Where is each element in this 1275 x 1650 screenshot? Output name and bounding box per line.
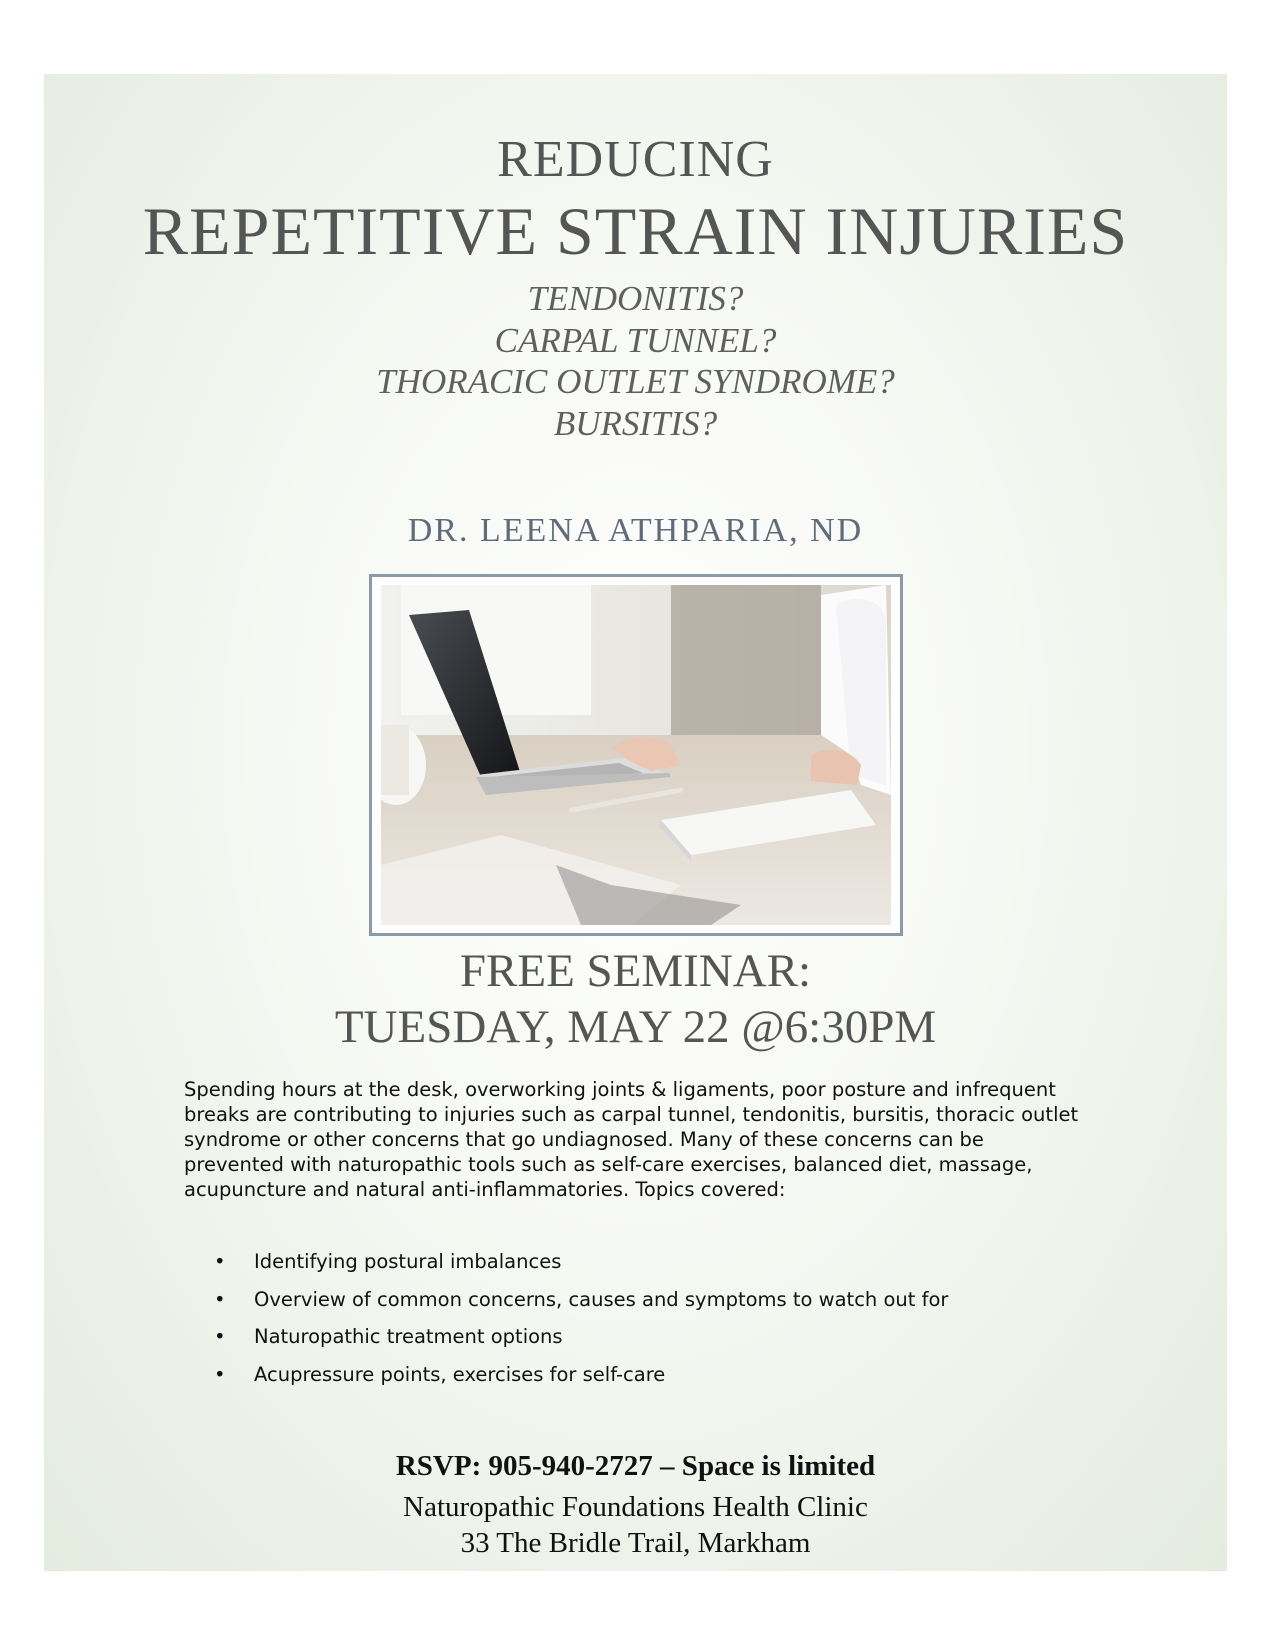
- topic-text: Naturopathic treatment options: [254, 1325, 563, 1348]
- description-paragraph: Spending hours at the desk, overworking joints & ligaments, poor posture and infrequent breaks are contributing to injuries such as carpal tunnel, tendonitis, bursitis, thoracic outlet syndrome or other concerns that go undiagnosed. Many of these concerns can be prevented with naturopathic tools such as self-care exercises, balanced diet, massage, acupuncture and natural anti-inflammatories. Topics covered:: [184, 1078, 1079, 1201]
- bullet-icon: •: [214, 1250, 226, 1273]
- list-item: [214, 1288, 948, 1326]
- topic-text: Acupressure points, exercises for self-care: [254, 1362, 666, 1386]
- bullet-icon: •: [214, 1362, 226, 1386]
- list-item: [214, 1325, 948, 1363]
- event-date: TUESDAY, MAY 22 @6:30PM: [334, 1001, 937, 1053]
- presenter-name: DR. LEENA ATHPARIA, ND: [407, 512, 864, 549]
- rsvp-line: RSVP: 905-940-2727 – Space is limited: [395, 1450, 876, 1482]
- clinic-name: Naturopathic Foundations Health Clinic: [403, 1491, 868, 1523]
- list-item: [214, 1363, 948, 1401]
- bullet-icon: •: [214, 1287, 226, 1311]
- question-2: CARPAL TUNNEL?: [494, 321, 777, 360]
- topics-list: [214, 1250, 948, 1400]
- list-item: [214, 1250, 948, 1288]
- title-kicker: REDUCING: [497, 131, 774, 188]
- bullet-icon: •: [214, 1325, 226, 1348]
- event-headline: FREE SEMINAR:: [459, 945, 812, 997]
- topic-text: Identifying postural imbalances: [254, 1250, 562, 1273]
- photo-frame: [369, 574, 903, 936]
- question-1: TENDONITIS?: [527, 279, 744, 318]
- question-3: THORACIC OUTLET SYNDROME?: [376, 362, 895, 401]
- main-title: REPETITIVE STRAIN INJURIES: [142, 193, 1129, 269]
- clinic-address: 33 The Bridle Trail, Markham: [460, 1527, 811, 1559]
- topic-text: Overview of common concerns, causes and symptoms to watch out for: [254, 1287, 949, 1311]
- question-4: BURSITIS?: [553, 404, 718, 443]
- seminar-flyer: [44, 74, 1227, 1571]
- laptop-typing-photo: [381, 585, 891, 925]
